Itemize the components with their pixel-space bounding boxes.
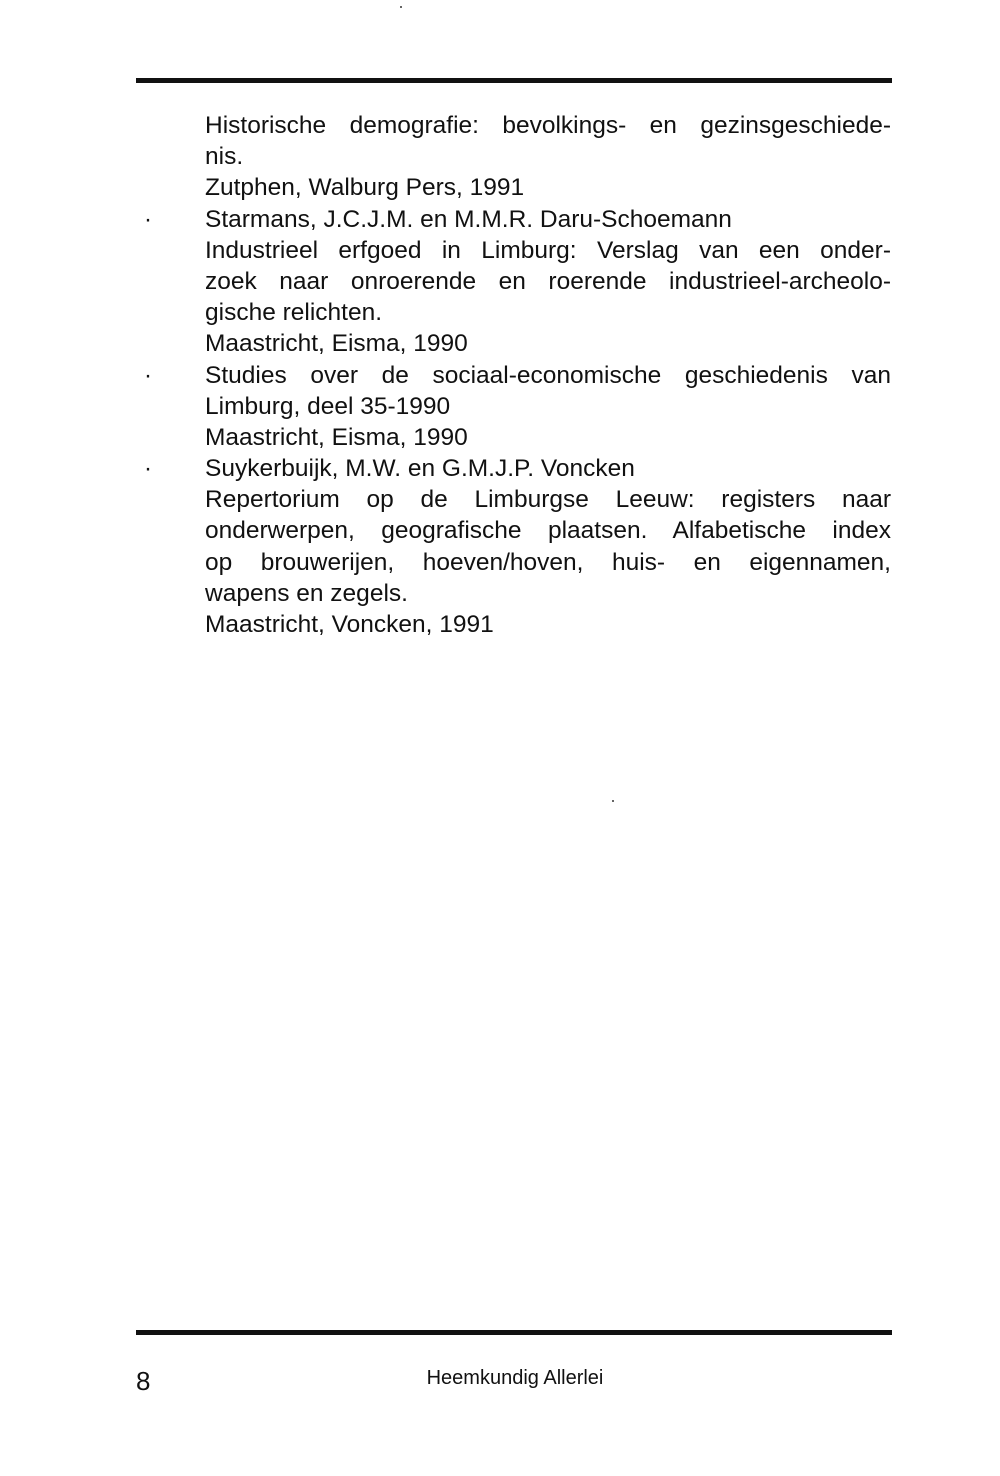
entry-line: gische relichten. [205,299,383,327]
entry-line: Limburg, deel 35-1990 [205,392,451,420]
scan-speck [400,6,402,8]
entry-line: Historische demografie: bevolkings- en gezinsgeschiede- [205,112,891,139]
entry-line: wapens en zegels. [205,579,408,607]
entry-line [144,453,891,484]
bullet-icon: · [144,455,152,483]
bottom-rule [136,1330,892,1335]
entry-title: Studies over de sociaal-economische geschiedenis van [205,361,891,389]
entry-line: zoek naar onroerende en roerende industrieel-archeolo- [205,267,891,295]
entry-line: nis. [205,143,244,171]
entry-line: Zutphen, Walburg Pers, 1991 [205,174,525,202]
top-rule [136,78,892,83]
scan-speck [612,800,614,802]
bullet-icon: · [144,361,152,389]
entry-line: op brouwerijen, hoeven/hoven, huis- en eigennamen, [205,548,891,576]
entry-line: onderwerpen, geografische plaatsen. Alfabetische index [205,517,891,545]
bullet-icon: · [144,205,152,233]
entry-line: Repertorium op de Limburgse Leeuw: registers naar [205,486,891,514]
entry-author: Suykerbuijk, M.W. en G.M.J.P. Voncken [205,455,635,483]
entry-line [144,360,891,391]
entry-line: Industrieel erfgoed in Limburg: Verslag van een onder- [205,236,891,264]
entry-author: Starmans, J.C.J.M. en M.M.R. Daru-Schoemann [205,205,732,233]
page-number: 8 [136,1366,151,1396]
publication-title: Heemkundig Allerlei [426,1367,604,1389]
entry-line: Maastricht, Eisma, 1990 [205,423,468,451]
bibliography-list [144,110,891,640]
entry-line: Maastricht, Eisma, 1990 [205,330,468,358]
entry-line [144,204,891,235]
entry-line: Maastricht, Voncken, 1991 [205,611,494,638]
